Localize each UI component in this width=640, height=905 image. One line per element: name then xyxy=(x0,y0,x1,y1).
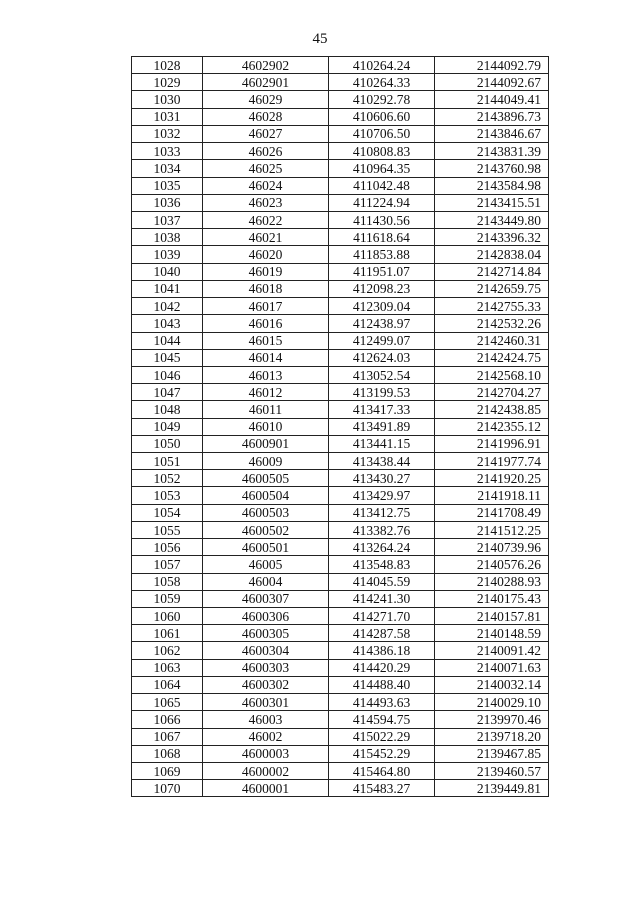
x-coordinate-cell: 415452.29 xyxy=(329,745,435,762)
table-row xyxy=(132,401,549,418)
point-id-cell: 4600502 xyxy=(203,521,329,538)
table-row xyxy=(132,143,549,160)
table-row xyxy=(132,608,549,625)
x-coordinate-cell: 413417.33 xyxy=(329,401,435,418)
table-row xyxy=(132,780,549,797)
row-number-cell: 1039 xyxy=(132,246,203,263)
x-coordinate-cell: 414287.58 xyxy=(329,625,435,642)
table-row xyxy=(132,246,549,263)
point-id-cell: 46024 xyxy=(203,177,329,194)
y-coordinate-cell: 2140157.81 xyxy=(435,608,549,625)
row-number-cell: 1067 xyxy=(132,728,203,745)
point-id-cell: 4600304 xyxy=(203,642,329,659)
x-coordinate-cell: 413199.53 xyxy=(329,384,435,401)
y-coordinate-cell: 2139460.57 xyxy=(435,762,549,779)
row-number-cell: 1057 xyxy=(132,556,203,573)
row-number-cell: 1054 xyxy=(132,504,203,521)
point-id-cell: 4600305 xyxy=(203,625,329,642)
row-number-cell: 1045 xyxy=(132,349,203,366)
x-coordinate-cell: 414420.29 xyxy=(329,659,435,676)
x-coordinate-cell: 413382.76 xyxy=(329,521,435,538)
point-id-cell: 46027 xyxy=(203,125,329,142)
x-coordinate-cell: 410292.78 xyxy=(329,91,435,108)
point-id-cell: 46003 xyxy=(203,711,329,728)
x-coordinate-cell: 413052.54 xyxy=(329,366,435,383)
table-row xyxy=(132,762,549,779)
point-id-cell: 46029 xyxy=(203,91,329,108)
y-coordinate-cell: 2142532.26 xyxy=(435,315,549,332)
row-number-cell: 1049 xyxy=(132,418,203,435)
point-id-cell: 4600303 xyxy=(203,659,329,676)
x-coordinate-cell: 413430.27 xyxy=(329,470,435,487)
y-coordinate-cell: 2142755.33 xyxy=(435,298,549,315)
y-coordinate-cell: 2140148.59 xyxy=(435,625,549,642)
table-row xyxy=(132,211,549,228)
y-coordinate-cell: 2142704.27 xyxy=(435,384,549,401)
x-coordinate-cell: 414045.59 xyxy=(329,573,435,590)
row-number-cell: 1031 xyxy=(132,108,203,125)
point-id-cell: 46002 xyxy=(203,728,329,745)
row-number-cell: 1028 xyxy=(132,57,203,74)
table-row xyxy=(132,418,549,435)
table-row xyxy=(132,280,549,297)
y-coordinate-cell: 2143760.98 xyxy=(435,160,549,177)
table-row xyxy=(132,194,549,211)
y-coordinate-cell: 2143584.98 xyxy=(435,177,549,194)
row-number-cell: 1062 xyxy=(132,642,203,659)
point-id-cell: 46020 xyxy=(203,246,329,263)
y-coordinate-cell: 2139449.81 xyxy=(435,780,549,797)
row-number-cell: 1037 xyxy=(132,211,203,228)
point-id-cell: 46028 xyxy=(203,108,329,125)
table-row xyxy=(132,315,549,332)
y-coordinate-cell: 2141918.11 xyxy=(435,487,549,504)
x-coordinate-cell: 410808.83 xyxy=(329,143,435,160)
y-coordinate-cell: 2140091.42 xyxy=(435,642,549,659)
x-coordinate-cell: 412499.07 xyxy=(329,332,435,349)
x-coordinate-cell: 413438.44 xyxy=(329,453,435,470)
row-number-cell: 1041 xyxy=(132,280,203,297)
table-row xyxy=(132,659,549,676)
y-coordinate-cell: 2142438.85 xyxy=(435,401,549,418)
row-number-cell: 1060 xyxy=(132,608,203,625)
y-coordinate-cell: 2140029.10 xyxy=(435,694,549,711)
table-row xyxy=(132,453,549,470)
x-coordinate-cell: 410606.60 xyxy=(329,108,435,125)
table-row xyxy=(132,676,549,693)
y-coordinate-cell: 2140576.26 xyxy=(435,556,549,573)
row-number-cell: 1061 xyxy=(132,625,203,642)
y-coordinate-cell: 2140288.93 xyxy=(435,573,549,590)
x-coordinate-cell: 414386.18 xyxy=(329,642,435,659)
table-row xyxy=(132,74,549,91)
row-number-cell: 1068 xyxy=(132,745,203,762)
row-number-cell: 1043 xyxy=(132,315,203,332)
x-coordinate-cell: 414488.40 xyxy=(329,676,435,693)
point-id-cell: 4600307 xyxy=(203,590,329,607)
x-coordinate-cell: 415464.80 xyxy=(329,762,435,779)
point-id-cell: 46011 xyxy=(203,401,329,418)
table-row xyxy=(132,487,549,504)
x-coordinate-cell: 411042.48 xyxy=(329,177,435,194)
x-coordinate-cell: 412309.04 xyxy=(329,298,435,315)
x-coordinate-cell: 411951.07 xyxy=(329,263,435,280)
point-id-cell: 4602901 xyxy=(203,74,329,91)
x-coordinate-cell: 414493.63 xyxy=(329,694,435,711)
point-id-cell: 4600501 xyxy=(203,539,329,556)
point-id-cell: 46017 xyxy=(203,298,329,315)
x-coordinate-cell: 411618.64 xyxy=(329,229,435,246)
row-number-cell: 1064 xyxy=(132,676,203,693)
y-coordinate-cell: 2143831.39 xyxy=(435,143,549,160)
y-coordinate-cell: 2143415.51 xyxy=(435,194,549,211)
x-coordinate-cell: 412098.23 xyxy=(329,280,435,297)
row-number-cell: 1059 xyxy=(132,590,203,607)
y-coordinate-cell: 2140739.96 xyxy=(435,539,549,556)
y-coordinate-cell: 2141977.74 xyxy=(435,453,549,470)
row-number-cell: 1055 xyxy=(132,521,203,538)
row-number-cell: 1033 xyxy=(132,143,203,160)
point-id-cell: 46009 xyxy=(203,453,329,470)
table-row xyxy=(132,57,549,74)
point-id-cell: 46019 xyxy=(203,263,329,280)
x-coordinate-cell: 413441.15 xyxy=(329,435,435,452)
page-number: 45 xyxy=(312,31,328,47)
point-id-cell: 46022 xyxy=(203,211,329,228)
row-number-cell: 1036 xyxy=(132,194,203,211)
table-row xyxy=(132,366,549,383)
row-number-cell: 1029 xyxy=(132,74,203,91)
y-coordinate-cell: 2139718.20 xyxy=(435,728,549,745)
x-coordinate-cell: 413491.89 xyxy=(329,418,435,435)
table-row xyxy=(132,745,549,762)
table-row xyxy=(132,590,549,607)
point-id-cell: 4600504 xyxy=(203,487,329,504)
row-number-cell: 1034 xyxy=(132,160,203,177)
y-coordinate-cell: 2140032.14 xyxy=(435,676,549,693)
x-coordinate-cell: 410706.50 xyxy=(329,125,435,142)
row-number-cell: 1063 xyxy=(132,659,203,676)
point-id-cell: 4602902 xyxy=(203,57,329,74)
coordinates-table xyxy=(131,56,549,797)
y-coordinate-cell: 2144092.67 xyxy=(435,74,549,91)
point-id-cell: 4600901 xyxy=(203,435,329,452)
table-row xyxy=(132,108,549,125)
x-coordinate-cell: 412438.97 xyxy=(329,315,435,332)
row-number-cell: 1052 xyxy=(132,470,203,487)
point-id-cell: 46014 xyxy=(203,349,329,366)
y-coordinate-cell: 2139467.85 xyxy=(435,745,549,762)
x-coordinate-cell: 410264.33 xyxy=(329,74,435,91)
y-coordinate-cell: 2141996.91 xyxy=(435,435,549,452)
table-row xyxy=(132,91,549,108)
row-number-cell: 1053 xyxy=(132,487,203,504)
point-id-cell: 4600003 xyxy=(203,745,329,762)
row-number-cell: 1047 xyxy=(132,384,203,401)
point-id-cell: 4600302 xyxy=(203,676,329,693)
row-number-cell: 1051 xyxy=(132,453,203,470)
point-id-cell: 46013 xyxy=(203,366,329,383)
table-row xyxy=(132,694,549,711)
table-row xyxy=(132,229,549,246)
point-id-cell: 4600505 xyxy=(203,470,329,487)
coordinates-table-body xyxy=(132,57,549,797)
point-id-cell: 4600306 xyxy=(203,608,329,625)
point-id-cell: 46012 xyxy=(203,384,329,401)
y-coordinate-cell: 2142659.75 xyxy=(435,280,549,297)
row-number-cell: 1032 xyxy=(132,125,203,142)
x-coordinate-cell: 414271.70 xyxy=(329,608,435,625)
y-coordinate-cell: 2142460.31 xyxy=(435,332,549,349)
row-number-cell: 1050 xyxy=(132,435,203,452)
x-coordinate-cell: 413412.75 xyxy=(329,504,435,521)
x-coordinate-cell: 411430.56 xyxy=(329,211,435,228)
x-coordinate-cell: 415022.29 xyxy=(329,728,435,745)
row-number-cell: 1042 xyxy=(132,298,203,315)
table-row xyxy=(132,125,549,142)
point-id-cell: 46025 xyxy=(203,160,329,177)
table-row xyxy=(132,332,549,349)
row-number-cell: 1040 xyxy=(132,263,203,280)
table-row xyxy=(132,263,549,280)
row-number-cell: 1069 xyxy=(132,762,203,779)
y-coordinate-cell: 2142838.04 xyxy=(435,246,549,263)
point-id-cell: 46018 xyxy=(203,280,329,297)
row-number-cell: 1030 xyxy=(132,91,203,108)
point-id-cell: 46015 xyxy=(203,332,329,349)
table-row xyxy=(132,573,549,590)
x-coordinate-cell: 411853.88 xyxy=(329,246,435,263)
y-coordinate-cell: 2144092.79 xyxy=(435,57,549,74)
table-row xyxy=(132,470,549,487)
table-row xyxy=(132,711,549,728)
table-row xyxy=(132,298,549,315)
x-coordinate-cell: 413548.83 xyxy=(329,556,435,573)
y-coordinate-cell: 2139970.46 xyxy=(435,711,549,728)
y-coordinate-cell: 2143449.80 xyxy=(435,211,549,228)
point-id-cell: 46026 xyxy=(203,143,329,160)
table-row xyxy=(132,728,549,745)
x-coordinate-cell: 413429.97 xyxy=(329,487,435,504)
x-coordinate-cell: 414241.30 xyxy=(329,590,435,607)
y-coordinate-cell: 2141708.49 xyxy=(435,504,549,521)
table-row xyxy=(132,435,549,452)
y-coordinate-cell: 2143846.67 xyxy=(435,125,549,142)
y-coordinate-cell: 2143396.32 xyxy=(435,229,549,246)
y-coordinate-cell: 2141920.25 xyxy=(435,470,549,487)
y-coordinate-cell: 2143896.73 xyxy=(435,108,549,125)
point-id-cell: 46004 xyxy=(203,573,329,590)
table-row xyxy=(132,349,549,366)
point-id-cell: 4600002 xyxy=(203,762,329,779)
y-coordinate-cell: 2141512.25 xyxy=(435,521,549,538)
y-coordinate-cell: 2142568.10 xyxy=(435,366,549,383)
row-number-cell: 1066 xyxy=(132,711,203,728)
row-number-cell: 1048 xyxy=(132,401,203,418)
table-row xyxy=(132,625,549,642)
point-id-cell: 46010 xyxy=(203,418,329,435)
y-coordinate-cell: 2140175.43 xyxy=(435,590,549,607)
x-coordinate-cell: 411224.94 xyxy=(329,194,435,211)
table-row xyxy=(132,504,549,521)
table-row xyxy=(132,177,549,194)
row-number-cell: 1046 xyxy=(132,366,203,383)
point-id-cell: 46023 xyxy=(203,194,329,211)
point-id-cell: 4600301 xyxy=(203,694,329,711)
x-coordinate-cell: 413264.24 xyxy=(329,539,435,556)
table-row xyxy=(132,556,549,573)
row-number-cell: 1056 xyxy=(132,539,203,556)
point-id-cell: 4600001 xyxy=(203,780,329,797)
row-number-cell: 1065 xyxy=(132,694,203,711)
row-number-cell: 1038 xyxy=(132,229,203,246)
row-number-cell: 1070 xyxy=(132,780,203,797)
y-coordinate-cell: 2140071.63 xyxy=(435,659,549,676)
table-row xyxy=(132,160,549,177)
y-coordinate-cell: 2142424.75 xyxy=(435,349,549,366)
point-id-cell: 46016 xyxy=(203,315,329,332)
x-coordinate-cell: 410264.24 xyxy=(329,57,435,74)
row-number-cell: 1044 xyxy=(132,332,203,349)
table-row xyxy=(132,539,549,556)
table-row xyxy=(132,521,549,538)
y-coordinate-cell: 2142714.84 xyxy=(435,263,549,280)
x-coordinate-cell: 412624.03 xyxy=(329,349,435,366)
point-id-cell: 46005 xyxy=(203,556,329,573)
point-id-cell: 4600503 xyxy=(203,504,329,521)
row-number-cell: 1035 xyxy=(132,177,203,194)
row-number-cell: 1058 xyxy=(132,573,203,590)
x-coordinate-cell: 415483.27 xyxy=(329,780,435,797)
x-coordinate-cell: 410964.35 xyxy=(329,160,435,177)
table-row xyxy=(132,642,549,659)
table-row xyxy=(132,384,549,401)
x-coordinate-cell: 414594.75 xyxy=(329,711,435,728)
y-coordinate-cell: 2144049.41 xyxy=(435,91,549,108)
y-coordinate-cell: 2142355.12 xyxy=(435,418,549,435)
point-id-cell: 46021 xyxy=(203,229,329,246)
